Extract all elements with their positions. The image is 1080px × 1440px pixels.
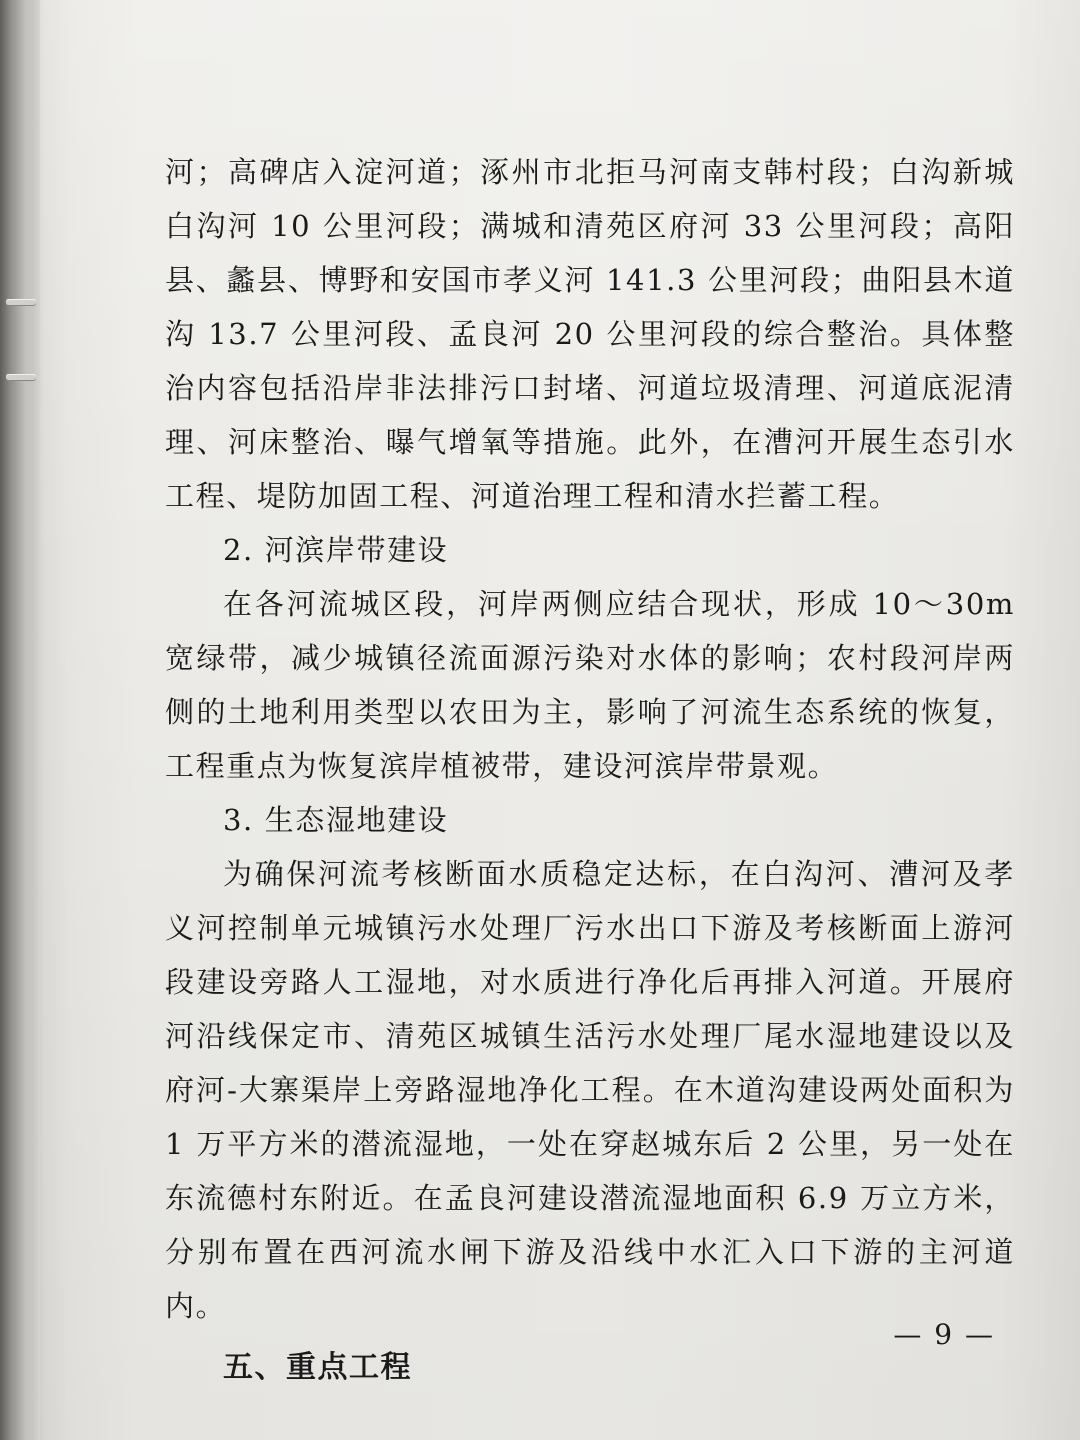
section-heading: 五、重点工程 [223, 1350, 412, 1385]
staple [6, 300, 36, 305]
binding-edge [0, 0, 44, 1440]
document-page [40, 0, 1080, 1440]
paragraph-river-remediation: 河；高碑店入淀河道；涿州市北拒马河南支韩村段；白沟新城白沟河 10 公里河段；满城和清苑区府河 33 公里河段；高阳县、蠡县、博野和安国市孝义河 141.3 公里河段；曲阳县木道沟 13.7 公里河段、孟良河 20 公里河段的综合整治。具体整治内容包括沿岸非法排污口封堵、河道垃圾清理、河道底泥清理、河床整治、曝气增氧等措施。此外，在漕河开展生态引水工程、堤防加固工程、河道治理工程和清水拦蓄工程。 [165, 155, 1015, 513]
paragraph-wetland: 为确保河流考核断面水质稳定达标，在白沟河、漕河及孝义河控制单元城镇污水处理厂污水出口下游及考核断面上游河段建设旁路人工湿地，对水质进行净化后再排入河道。开展府河沿线保定市、清苑区城镇生活污水处理厂尾水湿地建设以及府河-大寨渠岸上旁路湿地净化工程。在木道沟建设两处面积为 1 万平方米的潜流湿地，一处在穿赵城东后 2 公里，另一处在东流德村东附近。在孟良河建设潜流湿地面积 6.9 万立方米，分别布置在西河流水闸下游及沿线中水汇入口下游的主河道内。 [165, 857, 1015, 1323]
subheading-wetland: 3. 生态湿地建设 [223, 803, 449, 837]
page-body [165, 145, 1015, 1395]
paragraph-riparian-buffer: 在各河流城区段，河岸两侧应结合现状，形成 10～30m 宽绿带，减少城镇径流面源污染对水体的影响；农村段河岸两侧的土地利用类型以农田为主，影响了河流生态系统的恢复，工程重点为恢复滨岸植被带，建设河滨岸带景观。 [165, 587, 1015, 783]
subheading-riparian-buffer: 2. 河滨岸带建设 [223, 533, 449, 567]
staple [6, 375, 36, 380]
page-number: — 9 — [893, 1318, 995, 1351]
